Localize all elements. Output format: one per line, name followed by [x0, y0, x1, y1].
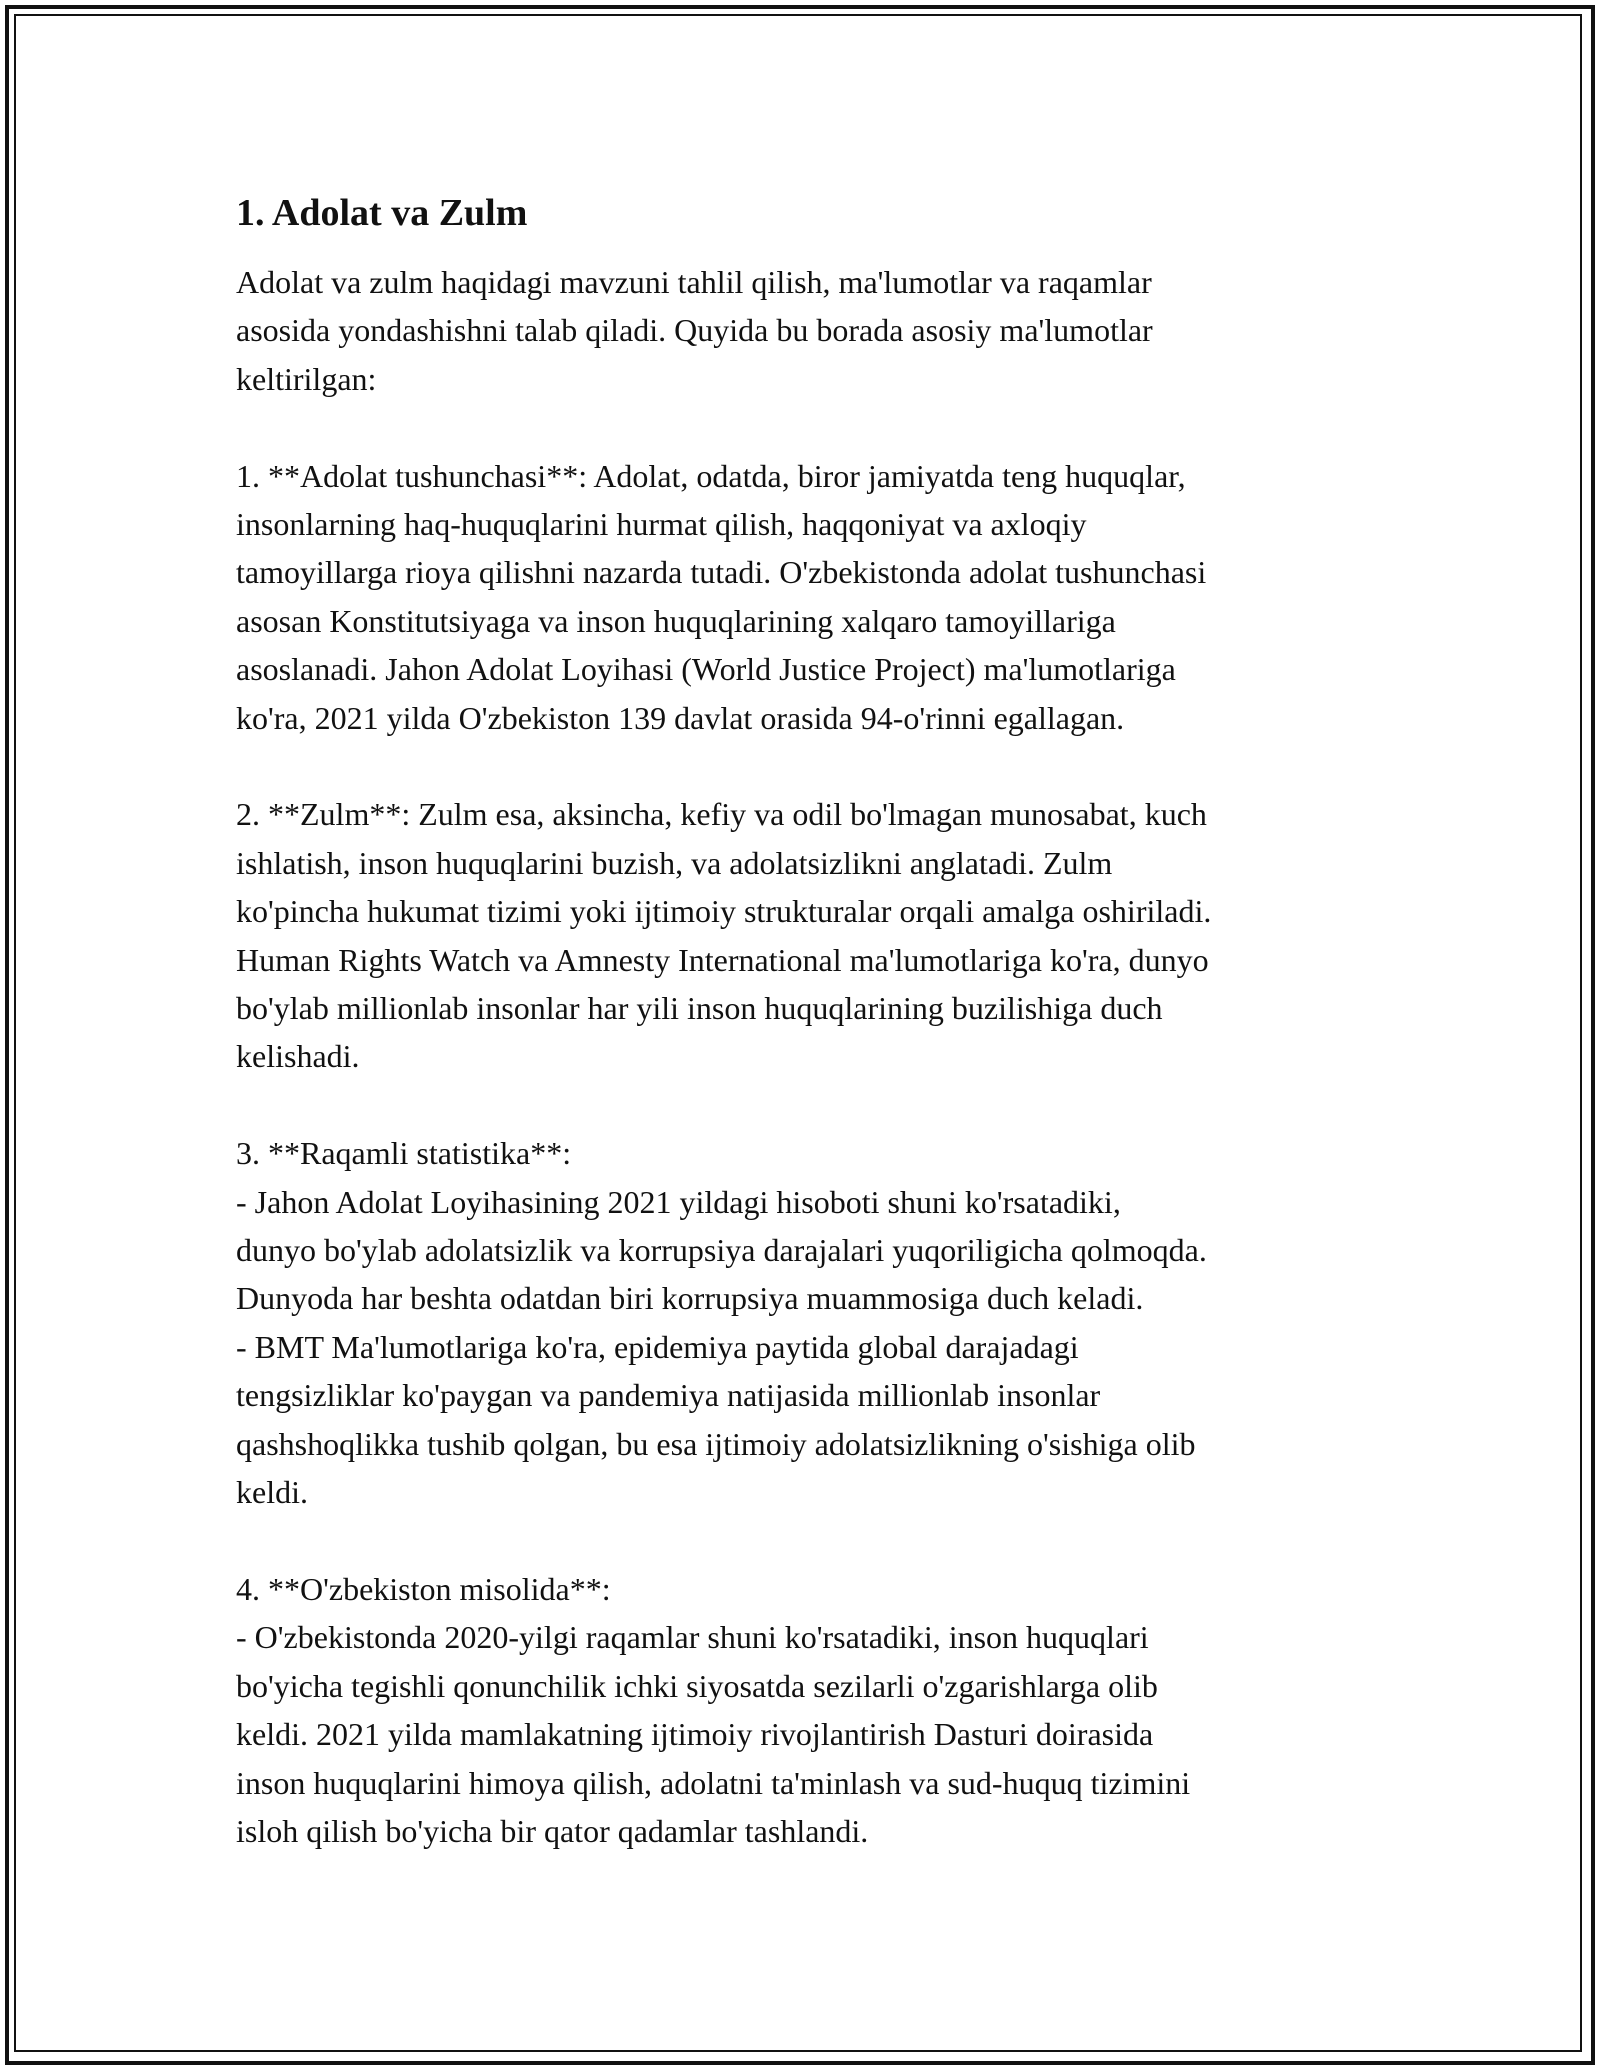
list-item-adolat-tushunchasi: 1. **Adolat tushunchasi**: Adolat, odatda, biror jamiyatda teng huquqlar, insonlarning haq-huquqlarini hurmat qilish, haqqoniyat va axloqiy tamoyillarga rioya qilishni nazarda tutadi. O'zbekistonda adolat tushunchasi asosan Konstitutsiyaga va inson huquqlarining xalqaro tamoyillariga asoslanadi. Jahon Adolat Loyihasi (World Justice Project) ma'lumotlariga ko'ra, 2021 yilda O'zbekiston 139 davlat orasida 94-o'rinni egallagan. — [236, 457, 1207, 736]
paragraph-spacer — [236, 403, 1386, 451]
document-title: 1. Adolat va Zulm — [236, 192, 528, 234]
document-body — [236, 186, 1386, 1855]
paragraph-spacer — [236, 1081, 1386, 1129]
list-item-zulm: 2. **Zulm**: Zulm esa, aksincha, kefiy va odil bo'lmagan munosabat, kuch ishlatish, inson huquqlarini buzish, va adolatsizlikni anglatadi. Zulm ko'pincha hukumat tizimi yoki ijtimoiy strukturalar orqali amalga oshiriladi. Human Rights Watch va Amnesty International ma'lumotlariga ko'ra, dunyo bo'ylab millionlab insonlar har yili inson huquqlarining buzilishiga duch kelishadi. — [236, 796, 1212, 1075]
paragraph-spacer — [236, 1517, 1386, 1565]
intro-paragraph: Adolat va zulm haqidagi mavzuni tahlil qilish, ma'lumotlar va raqamlar asosida yondashishni talab qiladi. Quyida bu borada asosiy ma'lumotlar keltirilgan: — [236, 264, 1153, 397]
paragraph-spacer — [236, 742, 1386, 790]
list-item-raqamli-statistika: 3. **Raqamli statistika**: - Jahon Adolat Loyihasining 2021 yildagi hisoboti shuni ko'rsatadiki, dunyo bo'ylab adolatsizlik va korrupsiya darajalari yuqoriligicha qolmoqda. Dunyoda har beshta odatdan biri korrupsiya muammosiga duch keladi. - BMT Ma'lumotlariga ko'ra, epidemiya paytida global darajadagi tengsizliklar ko'paygan va pandemiya natijasida millionlab insonlar qashshoqlikka tushib qolgan, bu esa ijtimoiy adolatsizlikning o'sishiga olib keldi. — [236, 1135, 1207, 1511]
list-item-ozbekiston-misolida: 4. **O'zbekiston misolida**: - O'zbekistonda 2020-yilgi raqamlar shuni ko'rsatadiki, inson huquqlari bo'yicha tegishli qonunchilik ichki siyosatda sezilarli o'zgarishlarga olib keldi. 2021 yilda mamlakatning ijtimoiy rivojlantirish Dasturi doirasida inson huquqlarini himoya qilish, adolatni ta'minlash va sud-huquq tizimini isloh qilish bo'yicha bir qator qadamlar tashlandi. — [236, 1570, 1191, 1849]
